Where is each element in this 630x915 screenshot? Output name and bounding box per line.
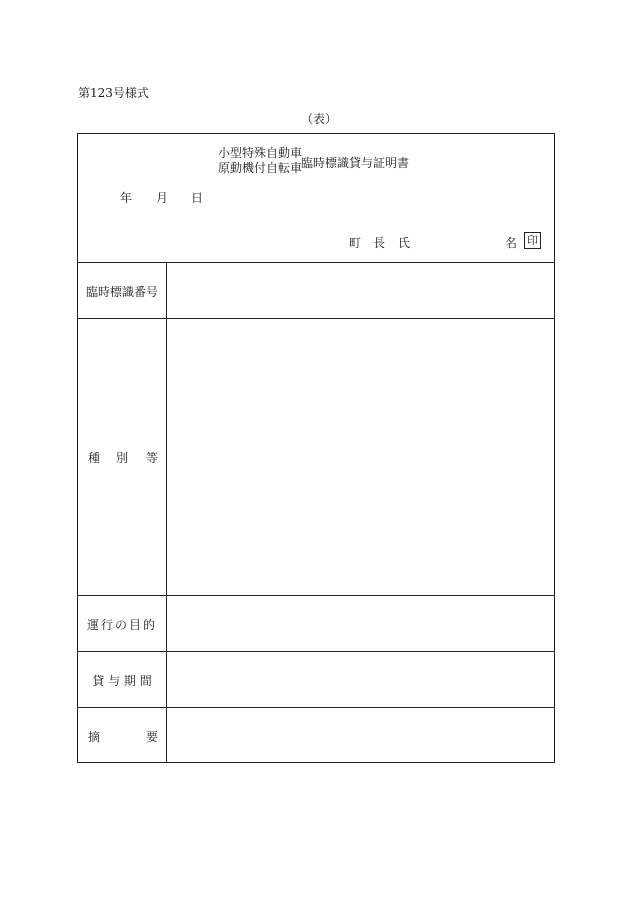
label-type-1: 種 <box>88 451 101 465</box>
date-year: 年 <box>120 191 133 205</box>
label-remarks-2: 要 <box>146 730 159 744</box>
mayor-name-label: 名 <box>505 236 518 250</box>
label-column-divider <box>166 262 167 762</box>
seal-mark: 印 <box>524 232 541 249</box>
label-purpose: 運行の目的 <box>86 618 157 632</box>
form-number: 第123号様式 <box>78 86 149 100</box>
mayor-chief: 長 <box>373 236 386 250</box>
vehicle-type-1: 小型特殊自動車 <box>218 146 303 160</box>
label-type-2: 別 <box>116 451 129 465</box>
label-remarks-1: 摘 <box>88 730 101 744</box>
date-month: 月 <box>156 191 169 205</box>
label-plate-number: 臨時標識番号 <box>85 285 158 299</box>
title-vehicle-types <box>218 146 302 176</box>
divider-plate <box>78 318 554 319</box>
divider-header <box>78 262 554 263</box>
label-loan-period: 貸 与 期 間 <box>92 674 152 688</box>
vehicle-type-2: 原動機付自転車 <box>218 161 303 175</box>
title-text: 臨時標識貸与証明書 <box>301 156 410 170</box>
certificate-form-table <box>77 133 555 763</box>
side-label: （表） <box>301 112 338 126</box>
divider-purpose <box>78 651 554 652</box>
mayor-honorific: 氏 <box>398 236 411 250</box>
divider-period <box>78 707 554 708</box>
divider-type <box>78 595 554 596</box>
date-day: 日 <box>191 191 204 205</box>
mayor-town: 町 <box>349 236 362 250</box>
label-type-3: 等 <box>146 451 159 465</box>
